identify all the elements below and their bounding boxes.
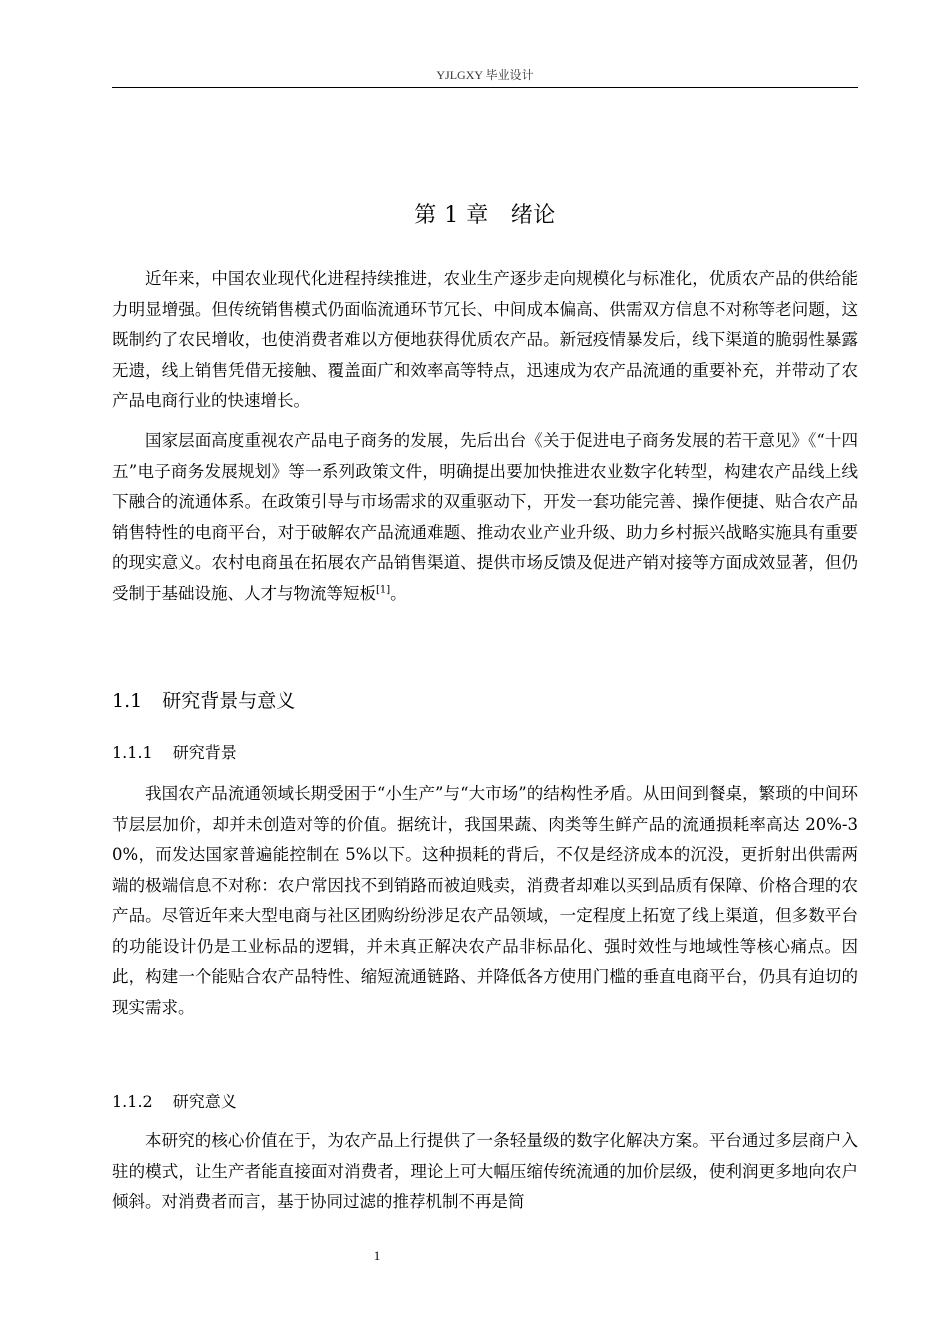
subsection-number: 1.1.2 (112, 1092, 153, 1111)
section-heading-1-1-1 (112, 740, 237, 763)
chapter-name: 绪论 (510, 203, 556, 228)
intro-paragraph-2-text: 国家层面高度重视农产品电子商务的发展，先后出台《关于促进电子商务发展的若干意见》《“十四五”电子商务发展规划》等一系列政策文件，明确提出要加快推进农业数字化转型，构建农产品线上线下融合的流通体系。在政策引导与市场需求的双重驱动下，开发一套功能完善、操作便捷、贴合农产品销售特性的电商平台，对于破解农产品流通难题、推动农业产业升级、助力乡村振兴战略实施具有重要的现实意义。农村电商虽在拓展农产品销售渠道、提供市场反馈及促进产销对接等方面成效显著，但仍受制于基础设施、人才与物流等短板 (112, 431, 858, 603)
background-paragraph: 我国农产品流通领域长期受困于“小生产”与“大市场”的结构性矛盾。从田间到餐桌，繁琐的中间环节层层加价，却并未创造对等的价值。据统计，我国果蔬、肉类等生鲜产品的流通损耗率高达 20%-30%，而发达国家普遍能控制在 5%以下。这种损耗的背后，不仅是经济成本的沉没，更折射出供需两端的极端信息不对称：农户常因找不到销路而被迫贱卖，消费者却难以买到品质有保障、价格合理的农产品。尽管近年来大型电商与社区团购纷纷涉足农产品领域，一定程度上拓宽了线上渠道，但多数平台的功能设计仍是工业标品的逻辑，并未真正解决农产品非标品化、强时效性与地域性等核心痛点。因此，构建一个能贴合农产品特性、缩短流通链路、并降低各方使用门槛的垂直电商平台，仍具有迫切的现实需求。 (112, 784, 858, 1017)
intro-paragraph-1: 近年来，中国农业现代化进程持续推进，农业生产逐步走向规模化与标准化，优质农产品的供给能力明显增强。但传统销售模式仍面临流通环节冗长、中间成本偏高、供需双方信息不对称等老问题，这既制约了农民增收，也使消费者难以方便地获得优质农产品。新冠疫情暴发后，线下渠道的脆弱性暴露无遗，线上销售凭借无接触、覆盖面广和效率高等特点，迅速成为农产品流通的重要补充，并带动了农产品电商行业的快速增长。 (112, 269, 858, 410)
subsection-number: 1.1.1 (112, 743, 153, 762)
page-number: 1 (373, 1248, 381, 1263)
significance-paragraph: 本研究的核心价值在于，为农产品上行提供了一条轻量级的数字化解决方案。平台通过多层商户入驻的模式，让生产者能直接面对消费者，理论上可大幅压缩传统流通的加价层级，使利润更多地向农户倾斜。对消费者而言，基于协同过滤的推荐机制不再是简 (112, 1131, 858, 1211)
section-number: 1.1 (112, 690, 143, 712)
citation-marker: [1] (376, 584, 391, 595)
intro-paragraph-2-end: 。 (390, 583, 407, 603)
chapter-title (112, 198, 858, 229)
header-rule (112, 87, 858, 88)
subsection-title: 研究意义 (172, 1092, 237, 1111)
chapter-number: 第 1 章 (414, 203, 489, 228)
section-heading-1-1-2 (112, 1089, 237, 1112)
section-title: 研究背景与意义 (162, 690, 296, 712)
page-header: YJLGXY 毕业设计 (436, 68, 534, 82)
intro-paragraph-2 (112, 426, 858, 609)
section-heading-1-1 (112, 686, 295, 713)
subsection-title: 研究背景 (172, 743, 237, 762)
